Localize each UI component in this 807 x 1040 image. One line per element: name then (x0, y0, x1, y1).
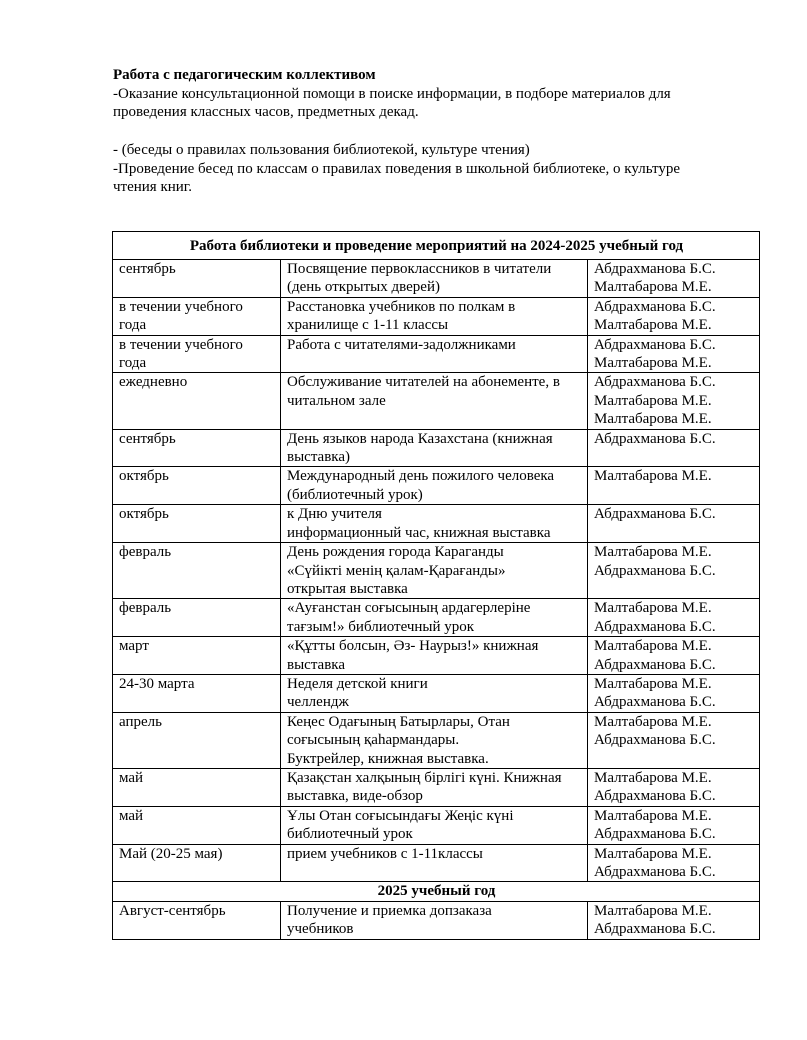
event-cell (281, 637, 588, 675)
cell-text: Получение и приемка допзаказа (287, 902, 492, 919)
responsible-cell (588, 674, 760, 712)
event-cell (281, 806, 588, 844)
text-line: -Проведение бесед по классам о правилах поведения в школьной библиотеке, о культуре (113, 160, 680, 177)
cell-text: (библиотечный урок) (287, 486, 423, 503)
cell-text: май (119, 807, 144, 824)
cell-text: Абдрахманова Б.С. (594, 336, 716, 353)
table-row (113, 335, 760, 373)
cell-text: Абдрахманова Б.С. (594, 430, 716, 447)
cell-text: Малтабарова М.Е. (594, 279, 712, 296)
text-line: -Оказание консультационной помощи в поиске информации, в подборе материалов для (113, 85, 671, 102)
intro-paragraph-2: - (беседы о правилах пользования библиотекой, культуре чтения) (113, 141, 530, 158)
table-row (113, 806, 760, 844)
date-cell (113, 467, 281, 505)
date-cell (113, 901, 281, 939)
table-title: Работа библиотеки и проведение мероприятий на 2024-2025 учебный год (113, 232, 760, 260)
cell-text: 24-30 марта (119, 675, 195, 692)
table-row (113, 543, 760, 599)
cell-text: учебников (287, 921, 354, 938)
event-cell (281, 260, 588, 298)
cell-text: Абдрахманова Б.С. (594, 298, 716, 315)
table-row (113, 768, 760, 806)
date-cell (113, 297, 281, 335)
date-cell (113, 712, 281, 768)
table-subheader: 2025 учебный год (113, 882, 760, 901)
cell-text: Малтабарова М.Е. (594, 902, 712, 919)
table-row (113, 467, 760, 505)
cell-text: Абдрахманова Б.С. (594, 864, 716, 880)
event-cell (281, 335, 588, 373)
cell-text: выставка (287, 656, 346, 673)
intro-section (113, 66, 753, 197)
cell-text: в течении учебного (119, 298, 243, 315)
responsible-cell (588, 637, 760, 675)
section-title: Работа с педагогическим коллективом (113, 67, 376, 83)
cell-text: Абдрахманова Б.С. (594, 656, 716, 673)
date-cell (113, 637, 281, 675)
cell-text: прием учебников с 1-11классы (287, 845, 483, 862)
responsible-cell (588, 599, 760, 637)
event-cell (281, 429, 588, 467)
event-cell (281, 297, 588, 335)
event-cell (281, 599, 588, 637)
date-cell (113, 373, 281, 429)
spacer (113, 122, 753, 141)
responsible-cell (588, 505, 760, 543)
cell-text: Обслуживание читателей на абонементе, в (287, 374, 560, 391)
table-row (113, 297, 760, 335)
responsible-cell (588, 297, 760, 335)
cell-text: Май (20-25 мая) (119, 845, 223, 862)
cell-text: открытая выставка (287, 580, 408, 597)
responsible-cell (588, 429, 760, 467)
cell-text: Абдрахманова Б.С. (594, 562, 716, 579)
cell-text: Малтабарова М.Е. (594, 392, 712, 409)
table-row (113, 373, 760, 429)
event-cell (281, 543, 588, 599)
cell-text: Расстановка учебников по полкам в (287, 298, 516, 315)
cell-text: читальном зале (287, 392, 386, 409)
event-cell (281, 901, 588, 939)
responsible-cell (588, 260, 760, 298)
events-table (112, 231, 760, 940)
cell-text: выставка) (287, 449, 351, 466)
cell-text: Абдрахманова Б.С. (594, 826, 716, 843)
cell-text: март (119, 638, 149, 655)
cell-text: февраль (119, 600, 172, 617)
cell-text: библиотечный урок (287, 826, 413, 843)
cell-text: Август-сентябрь (119, 902, 226, 919)
responsible-cell (588, 373, 760, 429)
cell-text: «Ауғанстан соғысының ардагерлеріне (287, 600, 531, 617)
date-cell (113, 599, 281, 637)
cell-text: Абдрахманова Б.С. (594, 921, 716, 938)
event-cell (281, 768, 588, 806)
date-cell (113, 335, 281, 373)
table-row (113, 429, 760, 467)
intro-paragraph-1 (113, 85, 753, 122)
cell-text: Малтабарова М.Е. (594, 675, 712, 692)
event-cell (281, 844, 588, 882)
cell-text: октябрь (119, 468, 169, 485)
cell-text: Малтабарова М.Е. (594, 355, 712, 372)
table-header-row (113, 232, 760, 260)
cell-text: Буктрейлер, книжная выставка. (287, 750, 489, 767)
responsible-cell (588, 543, 760, 599)
cell-text: Малтабарова М.Е. (594, 411, 712, 428)
cell-text: «Сүйікті менің қалам-Қарағанды» (287, 562, 506, 579)
cell-text: май (119, 769, 144, 786)
cell-text: Малтабарова М.Е. (594, 317, 712, 334)
table-subheader-row (113, 882, 760, 901)
cell-text: Посвящение первоклассников в читатели (287, 261, 552, 277)
cell-text: Абдрахманова Б.С. (594, 694, 716, 711)
cell-text: к Дню учителя (287, 506, 382, 523)
cell-text: ежедневно (119, 374, 188, 391)
date-cell (113, 505, 281, 543)
table-row (113, 844, 760, 882)
cell-text: (день открытых дверей) (287, 279, 440, 296)
cell-text: Малтабарова М.Е. (594, 713, 712, 730)
cell-text: Работа с читателями-задолжниками (287, 336, 516, 353)
responsible-cell (588, 335, 760, 373)
table-row (113, 674, 760, 712)
cell-text: Кеңес Одағының Батырлары, Отан (287, 713, 510, 730)
table-row (113, 901, 760, 939)
responsible-cell (588, 467, 760, 505)
event-cell (281, 467, 588, 505)
cell-text: Малтабарова М.Е. (594, 769, 712, 786)
text-line: проведения классных часов, предметных декад. (113, 104, 419, 121)
cell-text: Малтабарова М.Е. (594, 638, 712, 655)
event-cell (281, 674, 588, 712)
date-cell (113, 429, 281, 467)
cell-text: Малтабарова М.Е. (594, 807, 712, 824)
date-cell (113, 768, 281, 806)
table-row (113, 637, 760, 675)
date-cell (113, 674, 281, 712)
cell-text: Абдрахманова Б.С. (594, 506, 716, 523)
cell-text: Малтабарова М.Е. (594, 544, 712, 561)
date-cell (113, 543, 281, 599)
cell-text: информационный час, книжная выставка (287, 524, 551, 541)
event-cell (281, 505, 588, 543)
table-row (113, 599, 760, 637)
text-line: чтения книг. (113, 179, 193, 196)
cell-text: сентябрь (119, 430, 176, 447)
cell-text: Абдрахманова Б.С. (594, 732, 716, 749)
cell-text: апрель (119, 713, 162, 730)
cell-text: Малтабарова М.Е. (594, 600, 712, 617)
cell-text: Ұлы Отан соғысындағы Жеңіс күні (287, 807, 514, 824)
cell-text: года (119, 317, 147, 334)
date-cell (113, 260, 281, 298)
table-row (113, 505, 760, 543)
cell-text: «Құтты болсын, Әз- Наурыз!» книжная (287, 638, 539, 655)
event-cell (281, 373, 588, 429)
responsible-cell (588, 844, 760, 882)
cell-text: года (119, 355, 147, 372)
responsible-cell (588, 768, 760, 806)
date-cell (113, 844, 281, 882)
responsible-cell (588, 901, 760, 939)
table-row (113, 260, 760, 298)
cell-text: выставка, виде-обзор (287, 788, 423, 805)
cell-text: Международный день пожилого человека (287, 468, 555, 485)
cell-text: Абдрахманова Б.С. (594, 374, 716, 391)
responsible-cell (588, 806, 760, 844)
cell-text: сентябрь (119, 261, 176, 277)
cell-text: Малтабарова М.Е. (594, 468, 712, 485)
cell-text: День рождения города Караганды (287, 544, 504, 561)
cell-text: челлендж (287, 694, 349, 711)
event-cell (281, 712, 588, 768)
cell-text: День языков народа Казахстана (книжная (287, 430, 553, 447)
cell-text: Абдрахманова Б.С. (594, 618, 716, 635)
cell-text: февраль (119, 544, 172, 561)
cell-text: тағзым!» библиотечный урок (287, 618, 475, 635)
cell-text: Малтабарова М.Е. (594, 845, 712, 862)
cell-text: Абдрахманова Б.С. (594, 261, 716, 277)
cell-text: Неделя детской книги (287, 675, 428, 692)
cell-text: октябрь (119, 506, 169, 523)
cell-text: хранилище с 1-11 классы (287, 317, 449, 334)
table-row (113, 712, 760, 768)
date-cell (113, 806, 281, 844)
responsible-cell (588, 712, 760, 768)
cell-text: соғысының қаһармандары. (287, 732, 460, 749)
cell-text: в течении учебного (119, 336, 243, 353)
intro-paragraph-3 (113, 160, 753, 197)
cell-text: Қазақстан халқының бірлігі күні. Книжная (287, 769, 562, 786)
cell-text: Абдрахманова Б.С. (594, 788, 716, 805)
